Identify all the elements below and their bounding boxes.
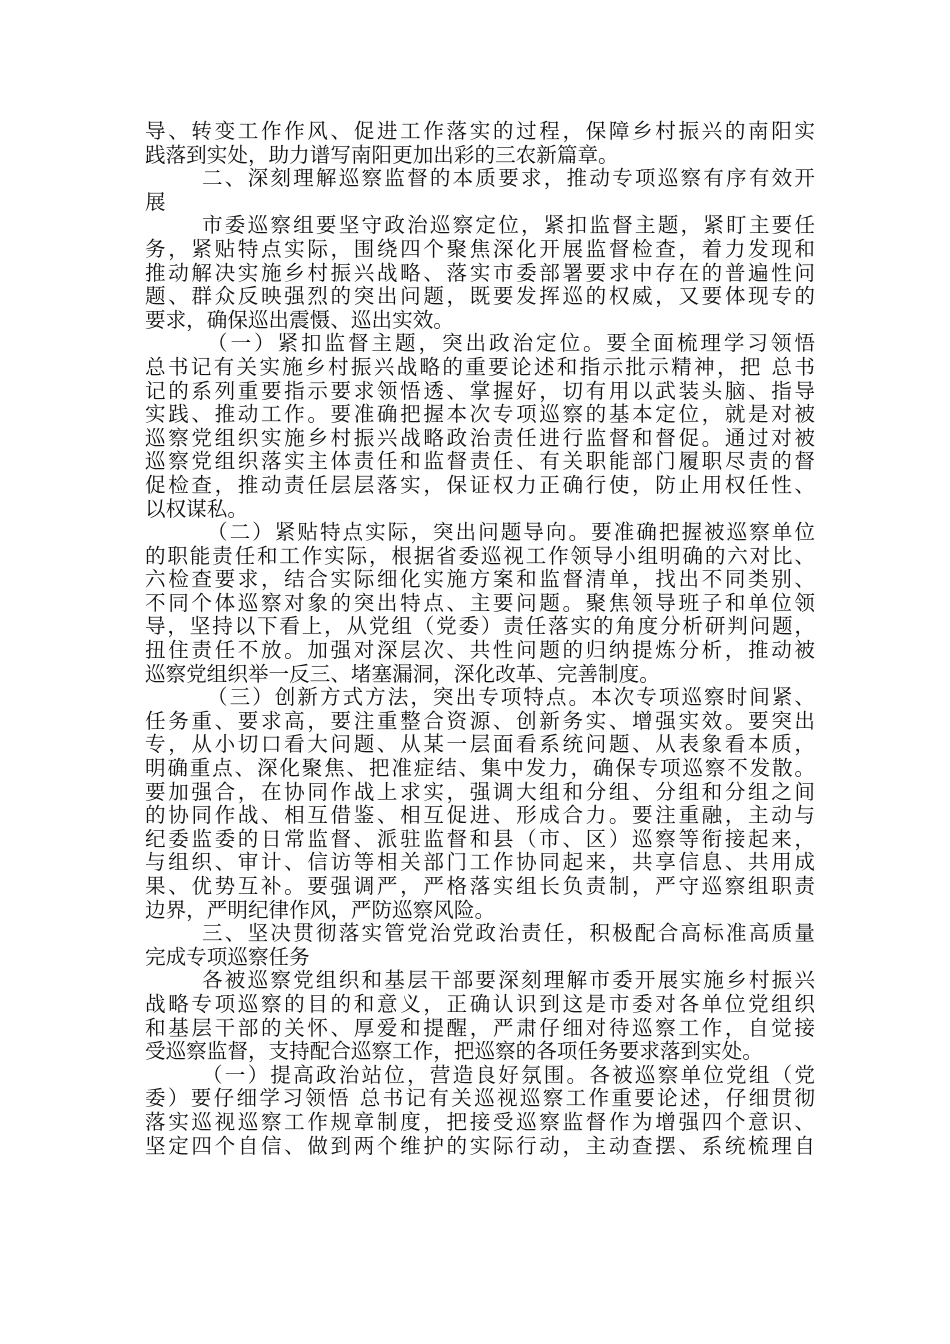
section-heading-2: 二、深刻理解巡察监督的本质要求，推动专项巡察有序有效开 (202, 167, 815, 191)
body-line: 边界，严明纪律作风，严防巡察风险。 (145, 898, 496, 922)
body-line: 的职能责任和工作实际，根据省委巡视工作领导小组明确的六对比、 (145, 544, 815, 568)
body-line: 导，坚持以下看上，从党组（党委）责任落实的角度分析研判问题， (145, 615, 815, 639)
paragraph-start: 市委巡察组要坚守政治巡察定位，紧扣监督主题，紧盯主要任 (202, 214, 815, 238)
body-line: 以权谋私。 (145, 497, 248, 521)
body-line: 记的系列重要指示要求领悟透、掌握好，切有用以武装头脑、指导 (145, 379, 815, 403)
body-line: 巡察党组织实施乡村振兴战略政治责任进行监督和督促。通过对被 (145, 426, 815, 450)
body-line: 推动解决实施乡村振兴战略、落实市委部署要求中存在的普遍性问 (145, 261, 815, 285)
body-line: 不同个体巡察对象的突出特点、主要问题。聚焦领导班子和单位领 (145, 591, 815, 615)
body-line: 务，紧贴特点实际，围绕四个聚焦深化开展监督检查，着力发现和 (145, 237, 815, 261)
document-page (145, 120, 815, 1158)
body-line: 巡察党组织举一反三、堵塞漏洞，深化改革、完善制度。 (145, 662, 660, 686)
body-line: 专，从小切口看大问题、从某一层面看系统问题、从表象看本质， (145, 733, 815, 757)
body-line: 受巡察监督，支持配合巡察工作，把巡察的各项任务要求落到实处。 (145, 1040, 763, 1064)
body-line: 导、转变工作作风、促进工作落实的过程，保障乡村振兴的南阳实 (145, 120, 815, 143)
subsection-heading-1: （一）紧扣监督主题，突出政治定位。要全面梳理学习领悟 (207, 332, 815, 356)
subsection-heading-3: （三）创新方式方法，突出专项特点。本次专项巡察时间紧、 (207, 686, 815, 710)
body-line: 果、优势互补。要强调严，严格落实组长负责制，严守巡察组职责 (145, 875, 815, 898)
section-heading-2-cont: 展 (145, 190, 166, 214)
body-line: 六检查要求，结合实际细化实施方案和监督清单，找出不同类别、 (145, 568, 815, 592)
body-line: 巡察党组织落实主体责任和监督责任、有关职能部门履职尽责的督 (145, 450, 815, 474)
body-line: 要求，确保巡出震慑、巡出实效。 (145, 308, 454, 332)
body-line: 明确重点、深化聚焦、把准症结、集中发力，确保专项巡察不发散。 (145, 757, 815, 781)
body-line: 要加强合，在协同作战上求实，强调大组和分组、分组和分组之间 (145, 780, 815, 804)
body-line: 促检查，推动责任层层落实，保证权力正确行使，防止用权任性、 (145, 473, 815, 497)
body-line: 纪委监委的日常监督、派驻监督和县（市、区）巡察等衔接起来， (145, 827, 815, 851)
section-heading-3: 三、坚决贯彻落实管党治党政治责任，积极配合高标准高质量 (202, 922, 815, 946)
body-line: 实践、推动工作。要准确把握本次专项巡察的基本定位，就是对被 (145, 403, 815, 427)
body-line: 践落到实处，助力谱写南阳更加出彩的三农新篇章。 (145, 143, 619, 167)
body-line: 与组织、审计、信访等相关部门工作协同起来，共享信息、共用成 (145, 851, 815, 875)
body-line: 任务重、要求高，要注重整合资源、创新务实、增强实效。要突出 (145, 709, 815, 733)
body-line: 落实巡视巡察工作规章制度，把接受巡察监督作为增强四个意识、 (145, 1110, 815, 1134)
body-line: 战略专项巡察的目的和意义，正确认识到这是市委对各单位党组织 (145, 992, 815, 1016)
body-line: 扭住责任不放。加强对深层次、共性问题的归纳提炼分析，推动被 (145, 639, 815, 663)
subsection-heading-1b: （一）提高政治站位，营造良好氛围。各被巡察单位党组（党 (202, 1063, 815, 1087)
section-heading-3-cont: 完成专项巡察任务 (145, 945, 310, 969)
subsection-heading-2: （二）紧贴特点实际，突出问题导向。要准确把握被巡察单位 (207, 521, 815, 545)
paragraph-start: 各被巡察党组织和基层干部要深刻理解市委开展实施乡村振兴 (202, 969, 815, 993)
body-line: 和基层干部的关怀、厚爱和提醒，严肃仔细对待巡察工作，自觉接 (145, 1016, 815, 1040)
body-line: 总书记有关实施乡村振兴战略的重要论述和指示批示精神，把 总书 (145, 355, 815, 379)
body-line: 题、群众反映强烈的突出问题，既要发挥巡的权威，又要体现专的 (145, 285, 815, 309)
body-line: 委）要仔细学习领悟 总书记有关巡视巡察工作重要论述，仔细贯彻 (145, 1087, 815, 1111)
body-line: 坚定四个自信、做到两个维护的实际行动，主动查摆、系统梳理自 (145, 1134, 815, 1158)
body-line: 的协同作战、相互借鉴、相互促进、形成合力。要注重融，主动与 (145, 804, 815, 828)
